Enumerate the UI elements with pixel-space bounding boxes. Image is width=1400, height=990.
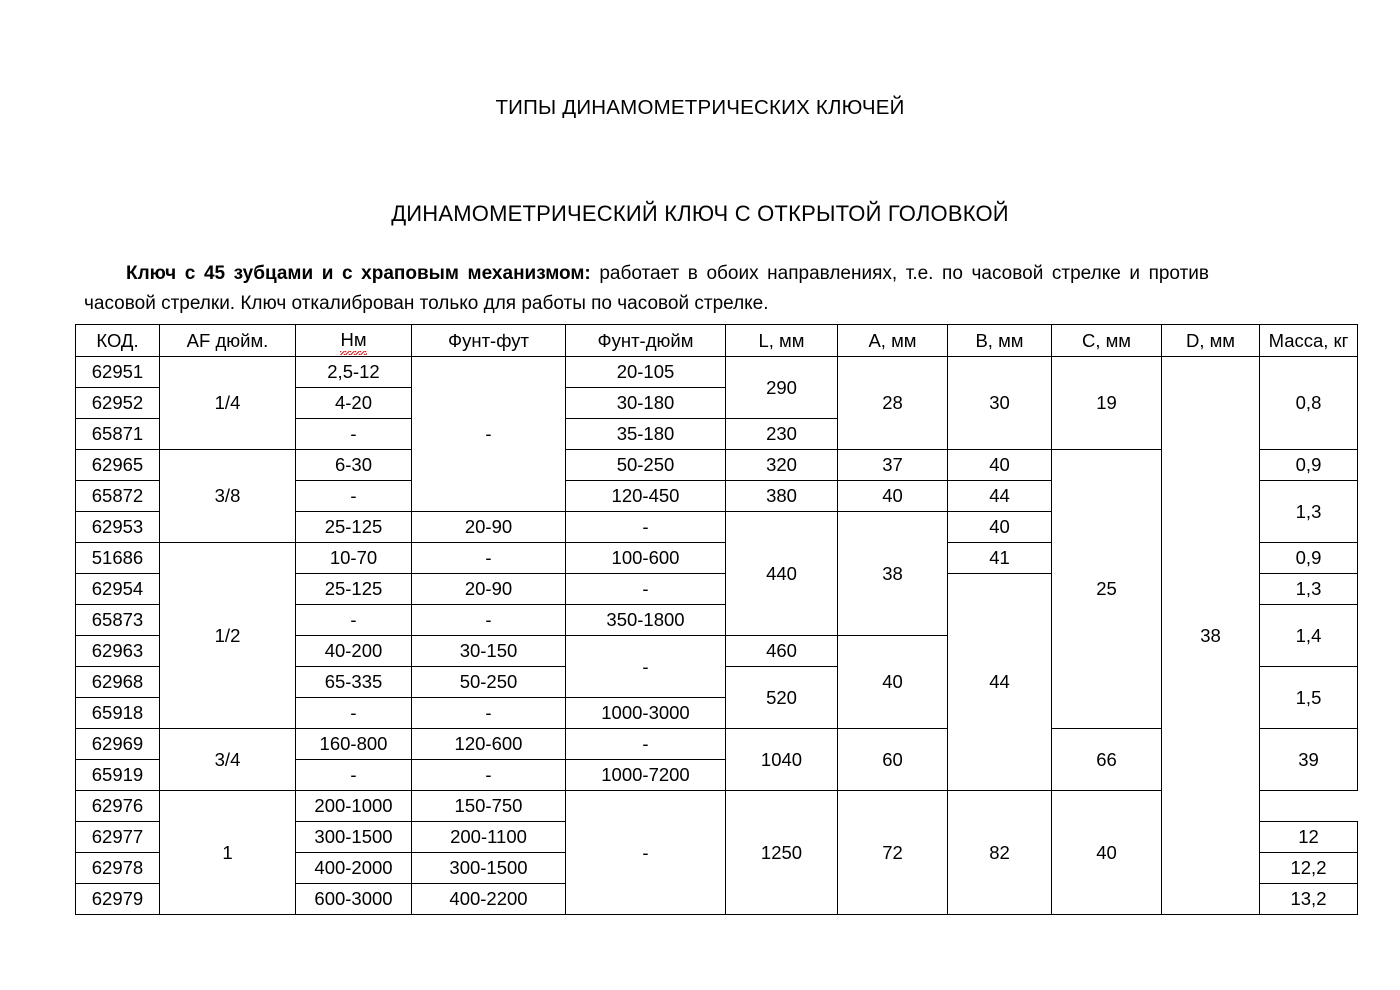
cell-l: 320 xyxy=(726,450,838,481)
cell-b: 30 xyxy=(948,357,1052,450)
cell-c: 19 xyxy=(1052,357,1162,450)
cell-lbin: 1000-3000 xyxy=(566,698,726,729)
cell-lbin: - xyxy=(566,729,726,760)
cell-nm: 2,5-12 xyxy=(296,357,412,388)
cell-lbft: - xyxy=(412,698,566,729)
cell-lbft: 150-750 xyxy=(412,791,566,822)
cell-lbin: 50-250 xyxy=(566,450,726,481)
column-header-lbft: Фунт-фут xyxy=(412,325,566,357)
cell-nm: 40-200 xyxy=(296,636,412,667)
cell-b: 41 xyxy=(948,543,1052,574)
cell-code: 62953 xyxy=(76,512,160,543)
cell-lbft: - xyxy=(412,543,566,574)
cell-b: 66 xyxy=(1052,729,1162,791)
cell-nm: - xyxy=(296,698,412,729)
cell-l: 290 xyxy=(726,357,838,419)
cell-code: 65918 xyxy=(76,698,160,729)
cell-a: 37 xyxy=(838,450,948,481)
cell-af: 1 xyxy=(160,791,296,915)
column-header-nm-label: Нм xyxy=(340,329,367,350)
cell-l: 520 xyxy=(726,667,838,729)
cell-nm: 300-1500 xyxy=(296,822,412,853)
cell-l: 230 xyxy=(726,419,838,450)
cell-c: 39 xyxy=(1260,729,1358,791)
cell-code: 62954 xyxy=(76,574,160,605)
cell-code: 62951 xyxy=(76,357,160,388)
cell-mass: 1,3 xyxy=(1260,574,1358,605)
specification-table xyxy=(75,324,1358,915)
column-header-a: A, мм xyxy=(838,325,948,357)
cell-l: 440 xyxy=(726,512,838,636)
column-header-b: B, мм xyxy=(948,325,1052,357)
cell-code: 65871 xyxy=(76,419,160,450)
cell-lbin: - xyxy=(566,574,726,605)
column-header-d: D, мм xyxy=(1162,325,1260,357)
cell-a: 72 xyxy=(838,791,948,915)
cell-code: 65872 xyxy=(76,481,160,512)
cell-a: 40 xyxy=(838,481,948,512)
cell-mass: 12 xyxy=(1260,822,1358,853)
table-header-row xyxy=(76,325,1358,357)
cell-mass: 13,2 xyxy=(1260,884,1358,915)
cell-code: 62979 xyxy=(76,884,160,915)
cell-code: 62969 xyxy=(76,729,160,760)
column-header-nm xyxy=(296,325,412,357)
column-header-code: КОД. xyxy=(76,325,160,357)
cell-code: 62976 xyxy=(76,791,160,822)
intro-body-text: работает в обоих направлениях, т.е. по часовой стрелке и против часовой стрелки. Ключ откалиброван только для работы по часовой стрелке. xyxy=(84,263,1209,314)
cell-af: 1/4 xyxy=(160,357,296,450)
column-header-af: AF дюйм. xyxy=(160,325,296,357)
cell-mass: 1,5 xyxy=(1260,667,1358,729)
column-header-l: L, мм xyxy=(726,325,838,357)
cell-lbft: - xyxy=(412,605,566,636)
cell-b: 82 xyxy=(948,791,1052,915)
column-header-c: C, мм xyxy=(1052,325,1162,357)
cell-a: 38 xyxy=(838,512,948,636)
cell-code: 65873 xyxy=(76,605,160,636)
cell-b: 40 xyxy=(948,450,1052,481)
cell-code: 65919 xyxy=(76,760,160,791)
cell-lbin: 100-600 xyxy=(566,543,726,574)
cell-mass: 12,2 xyxy=(1260,853,1358,884)
cell-l: 380 xyxy=(726,481,838,512)
cell-lbft: 300-1500 xyxy=(412,853,566,884)
cell-d: 38 xyxy=(1162,357,1260,915)
cell-l: 1040 xyxy=(726,729,838,791)
cell-code: 62952 xyxy=(76,388,160,419)
cell-l: 1250 xyxy=(726,791,838,915)
cell-b: 44 xyxy=(948,481,1052,512)
cell-a: 28 xyxy=(838,357,948,450)
cell-code: 62978 xyxy=(76,853,160,884)
cell-lbft: 20-90 xyxy=(412,512,566,543)
cell-lbin: - xyxy=(566,512,726,543)
intro-lead-text: Ключ с 45 зубцами и с храповым механизмом: xyxy=(126,263,591,284)
cell-lbin: 1000-7200 xyxy=(566,760,726,791)
cell-lbin: - xyxy=(566,636,726,698)
cell-c: 40 xyxy=(1052,791,1162,915)
cell-lbft: - xyxy=(412,357,566,512)
cell-lbft: 30-150 xyxy=(412,636,566,667)
specification-table-wrapper xyxy=(75,324,1358,915)
cell-nm: 10-70 xyxy=(296,543,412,574)
cell-nm: 6-30 xyxy=(296,450,412,481)
page-title: ТИПЫ ДИНАМОМЕТРИЧЕСКИХ КЛЮЧЕЙ xyxy=(495,95,905,119)
cell-mass: 1,3 xyxy=(1260,481,1358,543)
cell-nm: - xyxy=(296,481,412,512)
intro-paragraph xyxy=(84,259,1209,319)
cell-nm: 600-3000 xyxy=(296,884,412,915)
cell-lbft: 120-600 xyxy=(412,729,566,760)
cell-nm: 4-20 xyxy=(296,388,412,419)
cell-nm: - xyxy=(296,419,412,450)
page-subtitle: ДИНАМОМЕТРИЧЕСКИЙ КЛЮЧ С ОТКРЫТОЙ ГОЛОВКОЙ xyxy=(391,201,1009,227)
cell-code: 62968 xyxy=(76,667,160,698)
cell-code: 62965 xyxy=(76,450,160,481)
cell-lbin: 35-180 xyxy=(566,419,726,450)
cell-mass: 0,8 xyxy=(1260,357,1358,450)
cell-mass: 0,9 xyxy=(1260,543,1358,574)
cell-nm: 25-125 xyxy=(296,574,412,605)
cell-af: 1/2 xyxy=(160,543,296,729)
cell-a: 60 xyxy=(838,729,948,791)
cell-af: 3/8 xyxy=(160,450,296,543)
cell-code: 62963 xyxy=(76,636,160,667)
cell-mass: 1,4 xyxy=(1260,605,1358,667)
column-header-mass: Масса, кг xyxy=(1260,325,1358,357)
cell-code: 51686 xyxy=(76,543,160,574)
cell-nm: 65-335 xyxy=(296,667,412,698)
cell-lbin: 30-180 xyxy=(566,388,726,419)
column-header-lbin: Фунт-дюйм xyxy=(566,325,726,357)
cell-l: 460 xyxy=(726,636,838,667)
cell-lbin: 20-105 xyxy=(566,357,726,388)
cell-b: 44 xyxy=(948,574,1052,791)
cell-nm: - xyxy=(296,760,412,791)
cell-nm: 160-800 xyxy=(296,729,412,760)
cell-lbft: 50-250 xyxy=(412,667,566,698)
cell-mass: 0,9 xyxy=(1260,450,1358,481)
cell-lbft: - xyxy=(412,760,566,791)
cell-lbin: 120-450 xyxy=(566,481,726,512)
cell-lbft: 200-1100 xyxy=(412,822,566,853)
cell-nm: 200-1000 xyxy=(296,791,412,822)
cell-nm: 400-2000 xyxy=(296,853,412,884)
cell-lbft: 20-90 xyxy=(412,574,566,605)
cell-lbft: 400-2200 xyxy=(412,884,566,915)
cell-code: 62977 xyxy=(76,822,160,853)
cell-af: 3/4 xyxy=(160,729,296,791)
cell-b: 40 xyxy=(948,512,1052,543)
cell-c: 25 xyxy=(1052,450,1162,729)
cell-nm: - xyxy=(296,605,412,636)
cell-nm: 25-125 xyxy=(296,512,412,543)
cell-lbin: - xyxy=(566,791,726,915)
cell-a: 40 xyxy=(838,636,948,729)
cell-lbin: 350-1800 xyxy=(566,605,726,636)
table-row xyxy=(76,357,1358,388)
